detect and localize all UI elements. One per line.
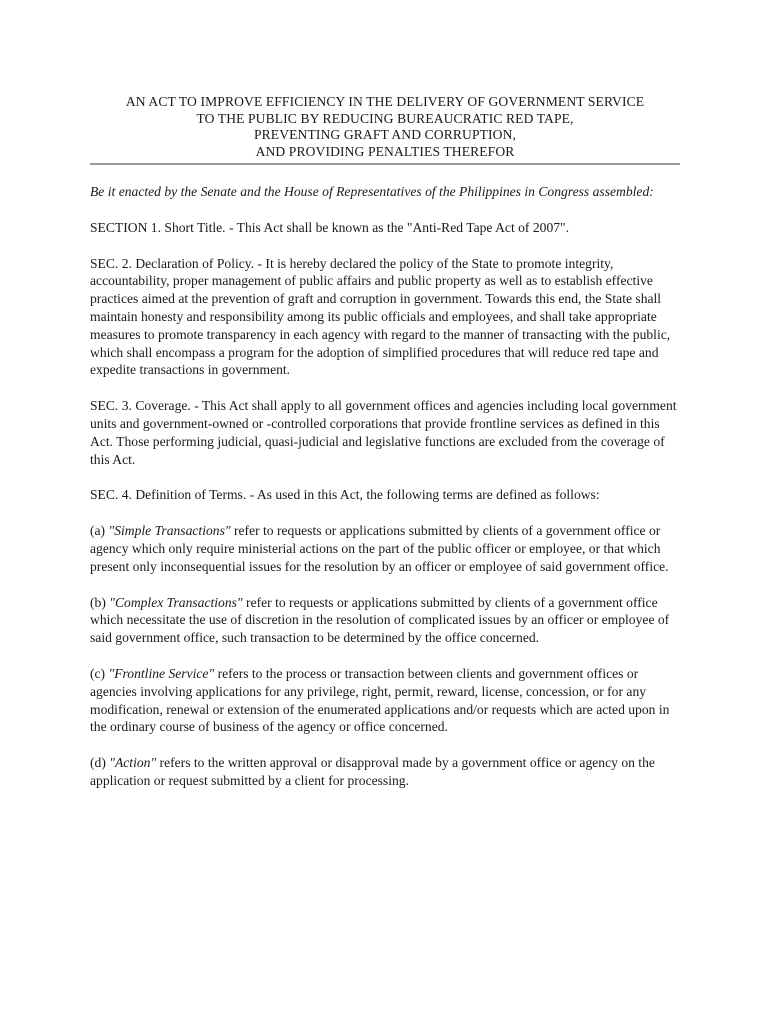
definition-text: refers to the written approval or disapproval made by a government office or agency on the application or request submitted by a client for processing. — [90, 755, 655, 788]
definition-action — [90, 754, 680, 790]
defined-term: "Frontline Service" — [108, 665, 215, 681]
enacting-clause: Be it enacted by the Senate and the House of Representatives of the Philippines in Congress assembled: — [90, 184, 654, 199]
definition-prefix: (c) — [90, 665, 109, 681]
definition-simple-transactions — [90, 522, 680, 575]
definition-prefix: (b) — [90, 594, 110, 610]
definition-frontline-service — [90, 665, 680, 736]
section-3-coverage: SEC. 3. Coverage. - This Act shall apply to all government offices and agencies including local government units and government-owned or -controlled corporations that provide frontline services as defined in this Act. Those performing judicial, quasi-judicial and legislative functions are excluded from the coverage of this Act. — [90, 398, 677, 467]
definition-complex-transactions — [90, 594, 680, 647]
title-divider — [90, 163, 680, 165]
title-line: TO THE PUBLIC BY REDUCING BUREAUCRATIC RED TAPE, — [196, 110, 574, 126]
defined-term: "Complex Transactions" — [109, 594, 243, 610]
section-1-short-title: SECTION 1. Short Title. - This Act shall be known as the "Anti-Red Tape Act of 2007". — [90, 219, 569, 235]
section-4-definition-of-terms: SEC. 4. Definition of Terms. - As used in this Act, the following terms are defined as follows: — [90, 487, 600, 503]
definition-prefix: (d) — [90, 755, 110, 771]
defined-term: "Simple Transactions" — [108, 523, 231, 539]
title-line: AN ACT TO IMPROVE EFFICIENCY IN THE DELIVERY OF GOVERNMENT SERVICE — [125, 94, 645, 109]
defined-term: "Action" — [109, 755, 157, 771]
document-page — [90, 94, 680, 790]
title-line: PREVENTING GRAFT AND CORRUPTION, — [253, 127, 516, 142]
title-line: AND PROVIDING PENALTIES THEREFOR — [255, 143, 515, 159]
definition-text: refer to requests or applications submitted by clients of a government office which necessitate the use of discretion in the resolution of complicated issues by an officer or employee of said government office, such transaction to be determined by the office concerned. — [90, 594, 670, 646]
definition-text: refers to the process or transaction between clients and government offices or agencies involving applications for any privilege, right, permit, reward, license, concession, or for any modification, renewal or extension of the enumerated applications and/or requests which are acted upon in the ordinary course of business of the agency or office concerned. — [90, 665, 670, 735]
definition-prefix: (a) — [90, 523, 109, 539]
document-title — [90, 94, 680, 160]
definition-text: refer to requests or applications submitted by clients of a government office or agency which only require ministerial actions on the part of the public officer or employee, or that which present only inconsequential issues for the resolution by an officer or employee of said government office. — [90, 523, 669, 574]
section-2-declaration-of-policy: SEC. 2. Declaration of Policy. - It is hereby declared the policy of the State to promote integrity, accountability, proper management of public affairs and public property as well as to establish effective practices aimed at the prevention of graft and corruption in government. Towards this end, the State shall maintain honesty and responsibility among its public officials and employees, and shall take appropriate measures to promote transparency in each agency with regard to the manner of transacting with the public, which shall encompass a program for the adoption of simplified procedures that will reduce red tape and expedite transactions in government. — [90, 255, 671, 378]
